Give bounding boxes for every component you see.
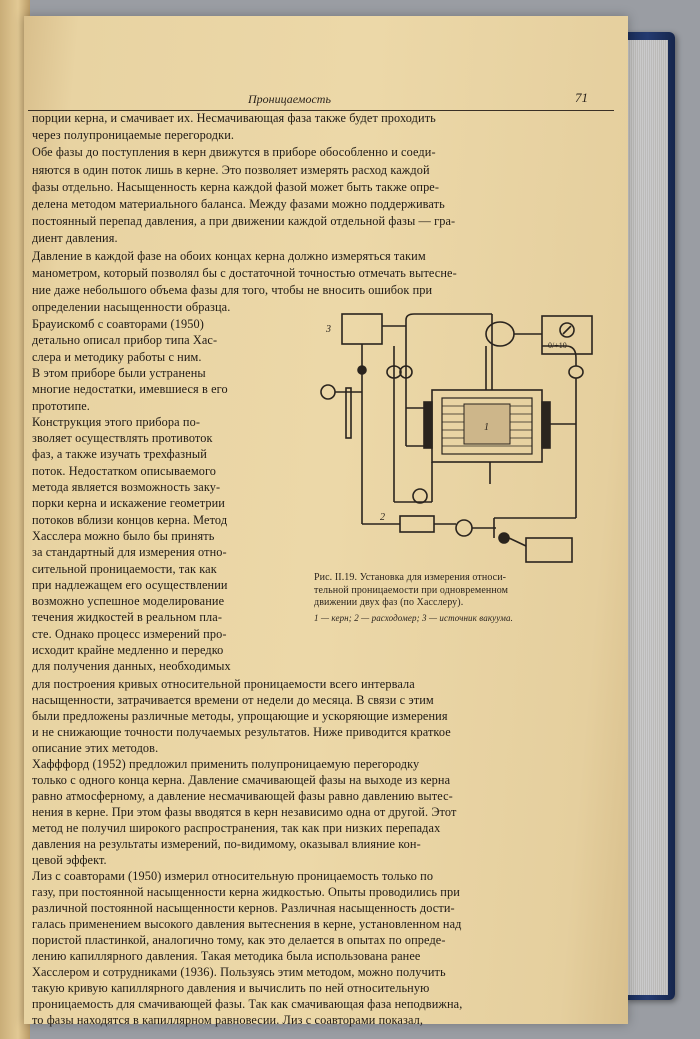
- text-line: Хафффорд (1952) предложил применить полупроницаемую перегородку: [32, 757, 420, 771]
- text-line: Давление в каждой фазе на обоих концах керна должно измеряться таким: [32, 248, 426, 263]
- text-line: за стандартный для измерения отно-: [32, 545, 227, 560]
- text-line: насыщенности, затрачивается времени от недели до месяца. В связи с этим: [32, 693, 434, 707]
- text-line: няются в один поток лишь в керне. Это позволяет измерять расход каждой: [32, 162, 430, 177]
- text-line: Обе фазы до поступления в керн движутся в приборе обособленно и соеди-: [32, 145, 436, 160]
- text-line: постоянный перепад давления, а при движении каждой отдельной фазы — гра-: [32, 214, 456, 229]
- text-line: различной постоянной насыщенности кернов. Различная насыщенность дости-: [32, 901, 455, 915]
- text-line: цевой эффект.: [32, 853, 107, 867]
- text-line: галась применением высокого давления вытеснения в керне, установленном над: [32, 917, 462, 931]
- label-source: 3: [326, 324, 331, 335]
- text-line: то фазы находятся в капиллярном равновесии. Лиз с соавторами показал,: [32, 1013, 424, 1027]
- text-line: сте. Однако процесс измерений про-: [32, 626, 227, 641]
- text-line: лению капиллярного давления. Такая методика была использована ранее: [32, 949, 421, 963]
- text-line: прототипе.: [32, 398, 90, 413]
- text-line: возможно успешное моделирование: [32, 594, 225, 609]
- text-line: Конструкция этого прибора по-: [32, 414, 201, 429]
- text-line: делена методом материального баланса. Между фазами можно поддерживать: [32, 197, 445, 211]
- apparatus-svg: [314, 306, 614, 564]
- text-line: слера и методику работы с ним.: [32, 349, 202, 364]
- text-line: движении двух фаз (по Хасслеру).: [314, 597, 464, 608]
- text-line: газу, при постоянной насыщенности керна жидкостью. Опыты проводились при: [32, 885, 460, 899]
- text-line: определении насыщенности образца.: [32, 300, 231, 315]
- text-line: В этом приборе были устранены: [32, 365, 206, 380]
- text-line: и не снижающие точности получаемых результатов. Ниже приводится краткое: [32, 725, 451, 739]
- text-line: порции керна, и смачивает их. Несмачивающая фаза также будет проходить: [32, 111, 436, 125]
- text-line: при надлежащем его осуществлении: [32, 577, 228, 592]
- pump-icon: [413, 489, 427, 503]
- top-vessel: [486, 322, 514, 346]
- vacuum-source-box: [342, 314, 382, 344]
- text-line: для получения данных, необходимых: [32, 659, 231, 674]
- collector-box: [526, 538, 572, 562]
- text-line: диент давления.: [32, 231, 118, 246]
- running-header: [28, 90, 614, 111]
- pressure-gauge-icon: [321, 385, 335, 399]
- text-line: потоков вблизи концов керна. Метод: [32, 512, 228, 527]
- text-line: Брауискомб с соавторами (1950): [32, 317, 204, 331]
- text-line: фаз, а также изучать трехфазный: [32, 447, 207, 462]
- text-line: течения жидкостей в реальном пла-: [32, 610, 223, 625]
- page-number: 71: [575, 90, 588, 105]
- text-line: были предложены различные методы, упрощающие и ускоряющие измерения: [32, 709, 448, 723]
- label-meter: 2: [380, 512, 385, 523]
- text-line: ние даже небольшого объема фазы для того, чтобы не вносить ошибок при: [32, 283, 433, 297]
- text-line: такую кривую капиллярного давления и вычислить по ней относительную: [32, 981, 430, 995]
- text-line: манометром, который позволял бы с достаточной точностью отмечать вытесне-: [32, 265, 457, 280]
- label-core: 1: [484, 422, 489, 433]
- text-line: детально описал прибор типа Хас-: [32, 333, 218, 348]
- text-line: для построения кривых относительной проницаемости всего интервала: [32, 677, 415, 691]
- running-title: Проницаемость: [248, 92, 331, 106]
- text-line: поток. Недостатком описываемого: [32, 463, 217, 478]
- text-line: зволяет осуществлять противоток: [32, 431, 213, 446]
- text-line: метод не получил широкого распространения, так как при низких перепадах: [32, 821, 441, 835]
- text-line: нения в керне. При этом фазы вводятся в керн независимо одна от другой. Этот: [32, 805, 457, 819]
- text-line: Лиз с соавторами (1950) измерил относительную проницаемость только по: [32, 869, 434, 883]
- text-line: тельной проницаемости при одновременном: [314, 584, 509, 596]
- text-line: многие недостатки, имевшиеся в его: [32, 382, 228, 397]
- text-line: равно атмосферному, а давление несмачивающей фазы равно давлению вытес-: [32, 789, 453, 803]
- text-line: только с одного конца керна. Давление смачивающей фазы на выходе из керна: [32, 773, 451, 787]
- figure-legend: 1 — керн; 2 — расходомер; 3 — источник вакуума.: [314, 613, 513, 623]
- pump-2-icon: [456, 520, 472, 536]
- text-line: сительной проницаемости, так как: [32, 561, 217, 576]
- figure-apparatus-diagram: [314, 306, 614, 564]
- text-line: метода является возможность заку-: [32, 480, 221, 494]
- reservoir-box: [400, 516, 434, 532]
- text-line: давления на результаты измерений, по-видимому, оказывал влияние кон-: [32, 837, 421, 851]
- page-block-edge: [624, 40, 668, 995]
- text-line: через полупроницаемые перегородки.: [32, 128, 235, 143]
- text-line: Рис. II.19. Установка для измерения относи-: [314, 572, 507, 583]
- text-line: проницаемость для смачивающей фазы. Так как смачивающая фаза неподвижна,: [32, 997, 463, 1011]
- text-line: описание этих методов.: [32, 741, 159, 755]
- gauge-display: 0/+10: [548, 341, 567, 350]
- text-line: фазы отдельно. Насыщенность керна каждой фазой может быть также опре-: [32, 179, 440, 194]
- text-line: Хасслером и сотрудниками (1936). Пользуясь этим методом, можно получить: [32, 965, 446, 979]
- text-line: Хасслера можно было бы принять: [32, 528, 215, 543]
- text-line: порки керна и искажение геометрии: [32, 496, 225, 511]
- text-line: исходит крайне медленно и передко: [32, 643, 224, 657]
- book-page: [24, 16, 628, 1027]
- text-line: пористой пластинкой, аналогично тому, как это делается в опытах по опреде-: [32, 933, 446, 947]
